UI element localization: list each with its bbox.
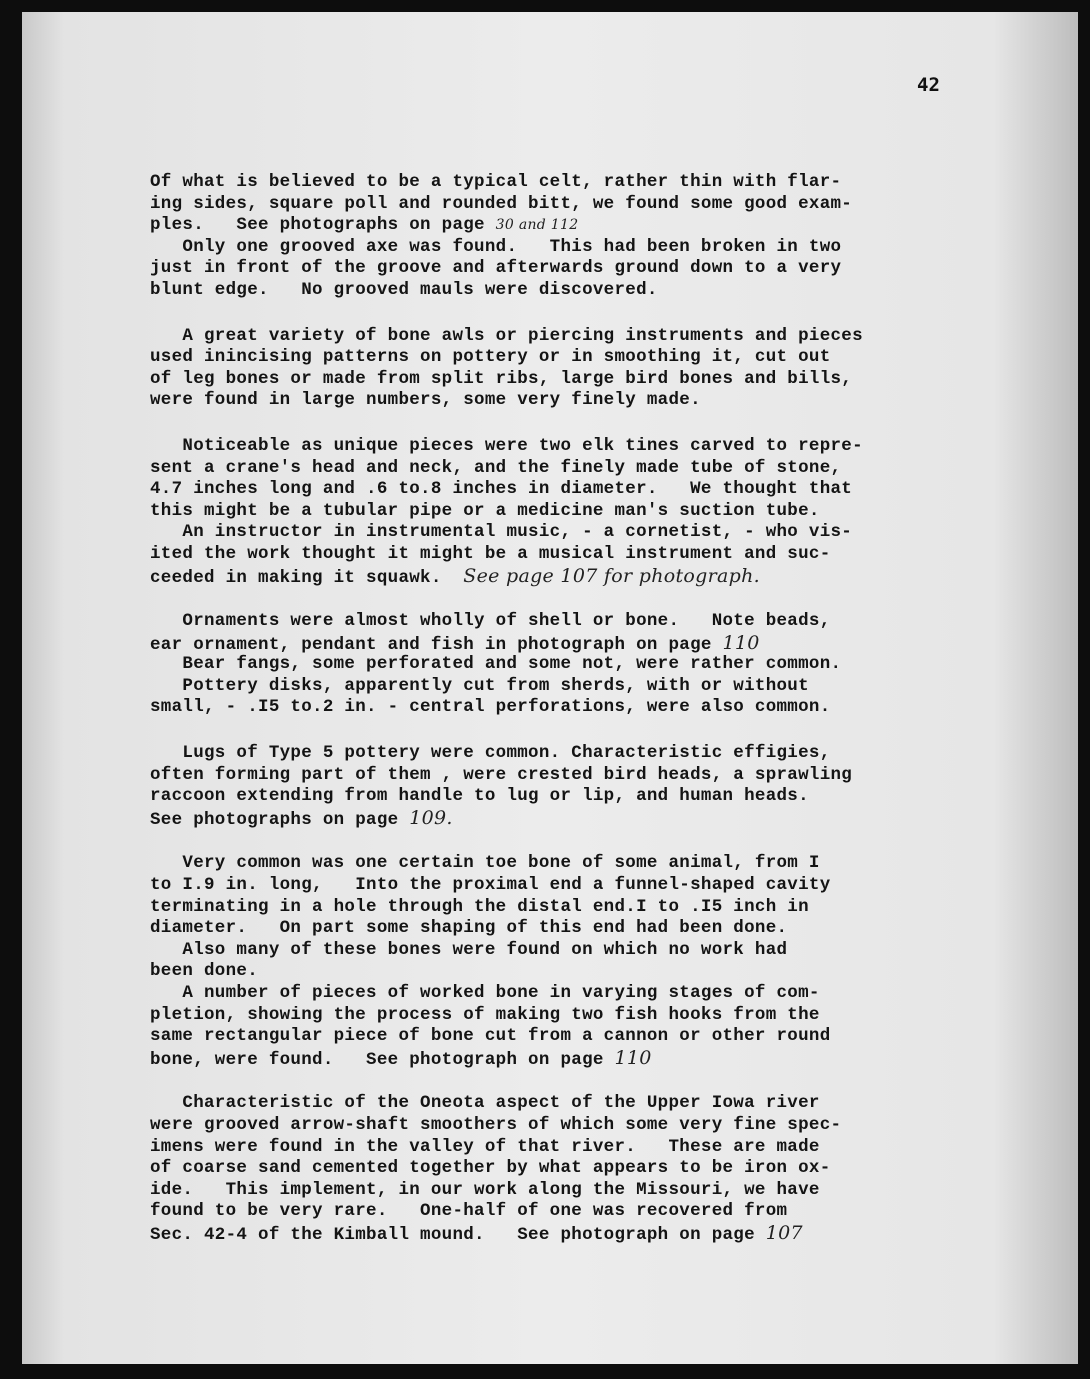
text-line (150, 611, 1020, 633)
text-line (150, 1137, 1020, 1159)
text-line (150, 1223, 1020, 1245)
typed-text: blunt edge. No grooved mauls were discovered. (150, 279, 658, 300)
paragraph (150, 1093, 1020, 1244)
typed-text: Lugs of Type 5 pottery were common. Characteristic effigies, (150, 743, 831, 764)
text-line (150, 501, 1020, 523)
typed-text: Of what is believed to be a typical celt, rather thin with flar- (150, 172, 842, 192)
handwritten-annotation: 107 (765, 1221, 803, 1244)
typed-text: sent a crane's head and neck, and the finely made tube of stone, (150, 457, 842, 478)
typed-text: 4.7 inches long and .6 to.8 inches in diameter. We thought that (150, 479, 853, 500)
typed-text: were found in large numbers, some very finely made. (150, 390, 701, 411)
typed-text: of leg bones or made from split ribs, large bird bones and bills, (150, 368, 853, 389)
handwritten-annotation: 30 and 112 (495, 217, 579, 234)
paragraph-gap (150, 587, 1020, 611)
typed-text: ceeded in making it squawk. (150, 567, 464, 588)
paragraph (150, 853, 1020, 1069)
text-line (150, 566, 1020, 588)
text-line (150, 940, 1020, 962)
typed-text: Characteristic of the Oneota aspect of the Upper Iowa river (150, 1093, 820, 1114)
typed-text: used inincising patterns on pottery or in smoothing it, cut out (150, 347, 831, 368)
text-line (150, 237, 1020, 259)
text-line (150, 1201, 1020, 1223)
paragraph (150, 743, 1020, 829)
text-line (150, 544, 1020, 566)
typed-text: Bear fangs, some perforated and some not, were rather common. (150, 654, 842, 675)
text-line (150, 765, 1020, 787)
text-line (150, 194, 1020, 216)
typed-text: ples. See photographs on page (150, 215, 496, 236)
typed-text: Only one grooved axe was found. This had been broken in two (150, 236, 842, 257)
typed-text: Very common was one certain toe bone of some animal, from I (150, 853, 820, 874)
paragraph-gap (150, 412, 1020, 436)
typed-text: ing sides, square poll and rounded bitt, we found some good exam- (150, 193, 853, 214)
typed-text: of coarse sand cemented together by what appears to be iron ox- (150, 1158, 831, 1179)
text-line (150, 918, 1020, 940)
typed-text: See photographs on page (150, 809, 410, 830)
text-line (150, 961, 1020, 983)
typed-text: diameter. On part some shaping of this end had been done. (150, 918, 788, 939)
text-line (150, 458, 1020, 480)
paragraph (150, 172, 1020, 302)
typed-text: ited the work thought it might be a musical instrument and suc- (150, 543, 831, 564)
paragraph (150, 436, 1020, 587)
text-line (150, 479, 1020, 501)
typed-text: Noticeable as unique pieces were two elk tines carved to repre- (150, 435, 863, 456)
text-line (150, 983, 1020, 1005)
page-number: 42 (917, 74, 940, 96)
typed-text: Also many of these bones were found on which no work had (150, 939, 788, 960)
typed-text: Sec. 42-4 of the Kimball mound. See photograph on page (150, 1224, 766, 1245)
handwritten-annotation: 110 (614, 1046, 652, 1069)
typed-text: to I.9 in. long, Into the proximal end a funnel-shaped cavity (150, 875, 831, 896)
typed-text: same rectangular piece of bone cut from a cannon or other round (150, 1026, 831, 1047)
text-line (150, 853, 1020, 875)
typed-text: often forming part of them , were crested bird heads, a sprawling (150, 764, 853, 785)
typed-text: A number of pieces of worked bone in varying stages of com- (150, 983, 820, 1003)
text-line (150, 326, 1020, 348)
handwritten-annotation: See page 107 for photograph. (463, 564, 760, 587)
typed-text: ide. This implement, in our work along the Missouri, we have (150, 1179, 820, 1200)
text-line (150, 875, 1020, 897)
document-body (150, 172, 1020, 1245)
typed-text: imens were found in the valley of that river. These are made (150, 1136, 820, 1157)
text-line (150, 808, 1020, 830)
text-line (150, 676, 1020, 698)
typed-text: found to be very rare. One-half of one was recovered from (150, 1201, 788, 1222)
text-line (150, 347, 1020, 369)
paragraph (150, 611, 1020, 719)
text-line (150, 369, 1020, 391)
text-line (150, 1048, 1020, 1070)
paragraph (150, 326, 1020, 412)
typed-text: this might be a tubular pipe or a medicine man's suction tube. (150, 500, 820, 521)
typed-text: been done. (150, 961, 259, 982)
typed-text: small, - .I5 to.2 in. - central perforations, were also common. (150, 697, 831, 718)
handwritten-annotation: 109. (409, 806, 453, 829)
typed-text: An instructor in instrumental music, - a cornetist, - who vis- (150, 522, 853, 543)
typed-text: Pottery disks, apparently cut from sherds, with or without (150, 675, 809, 696)
text-line (150, 697, 1020, 719)
text-line (150, 172, 1020, 194)
typed-text: bone, were found. See photograph on page (150, 1049, 615, 1070)
text-line (150, 786, 1020, 808)
paragraph-gap (150, 829, 1020, 853)
text-line (150, 280, 1020, 302)
typed-text: raccoon extending from handle to lug or lip, and human heads. (150, 786, 809, 807)
typed-text: were grooved arrow-shaft smoothers of which some very fine spec- (150, 1114, 842, 1135)
typed-text: A great variety of bone awls or piercing instruments and pieces (150, 325, 863, 346)
typed-text: just in front of the groove and afterwards ground down to a very (150, 258, 842, 279)
typed-text: pletion, showing the process of making two fish hooks from the (150, 1004, 820, 1025)
text-line (150, 1180, 1020, 1202)
text-line (150, 1005, 1020, 1027)
text-line (150, 215, 1020, 237)
text-line (150, 522, 1020, 544)
paragraph-gap (150, 1069, 1020, 1093)
typed-text: ear ornament, pendant and fish in photograph on page (150, 634, 723, 655)
text-line (150, 1115, 1020, 1137)
text-line (150, 1158, 1020, 1180)
text-line (150, 633, 1020, 655)
typed-text: Ornaments were almost wholly of shell or bone. Note beads, (150, 611, 831, 632)
text-line (150, 743, 1020, 765)
text-line (150, 1026, 1020, 1048)
text-line (150, 436, 1020, 458)
typed-text: terminating in a hole through the distal end.I to .I5 inch in (150, 896, 809, 917)
text-line (150, 258, 1020, 280)
text-line (150, 1093, 1020, 1115)
handwritten-annotation: 110 (722, 631, 760, 654)
text-line (150, 897, 1020, 919)
paragraph-gap (150, 302, 1020, 326)
text-line (150, 654, 1020, 676)
text-line (150, 390, 1020, 412)
paragraph-gap (150, 719, 1020, 743)
